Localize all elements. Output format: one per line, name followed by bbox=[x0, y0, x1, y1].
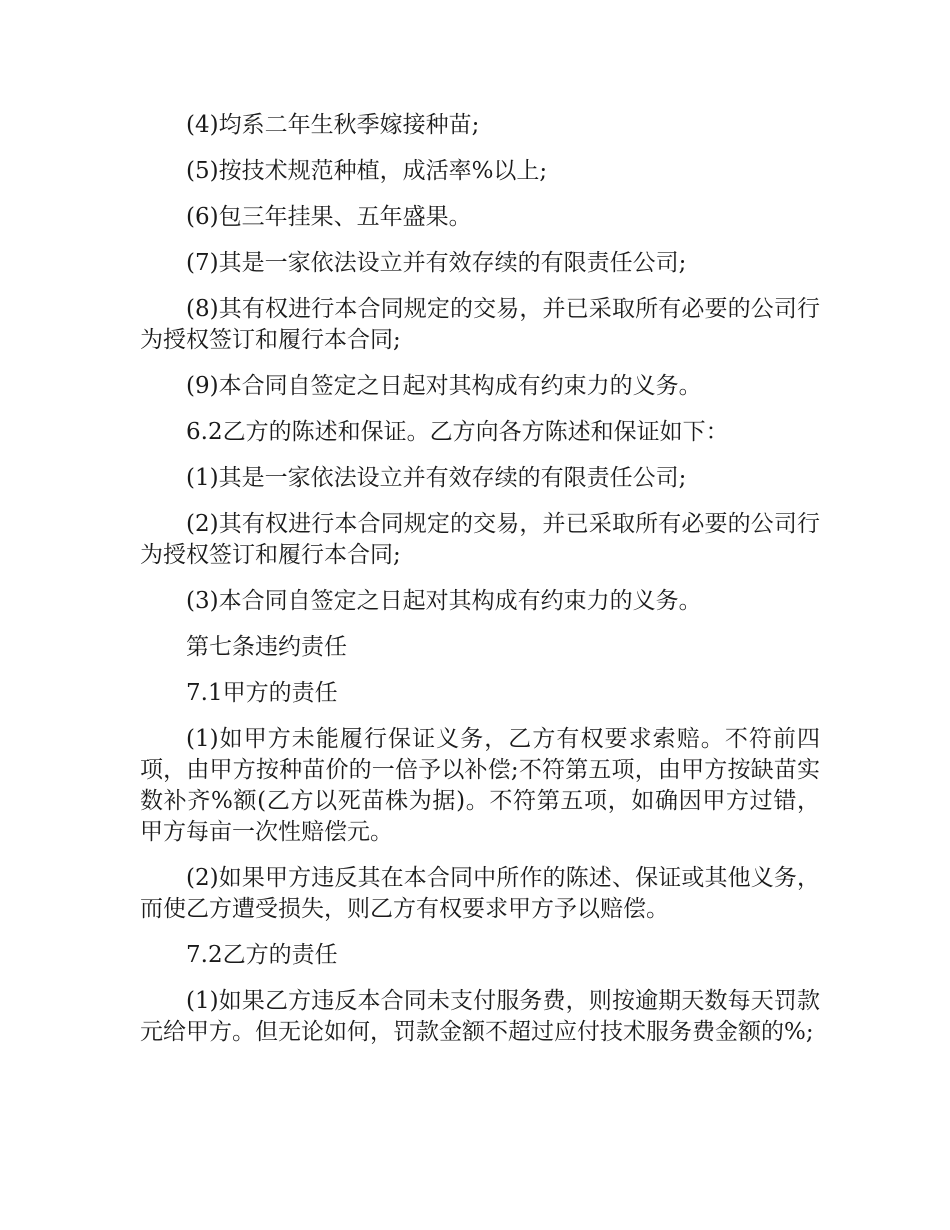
paragraph-item-9: (9)本合同自签定之日起对其构成有约束力的义务。 bbox=[186, 373, 702, 399]
paragraph-7-1-item-1: (1)如甲方未能履行保证义务，乙方有权要求索赔。不符前四项，由甲方按种苗价的一倍予以补偿;不符第五项，由甲方按缺苗实数补齐%额(乙方以死苗株为据)。不符第五项，如确因甲方过错，甲方每亩一次性赔偿元。 bbox=[140, 726, 820, 845]
section-heading-7-1: 7.1甲方的责任 bbox=[186, 680, 338, 706]
paragraph-item-1: (1)其是一家依法设立并有效存续的有限责任公司; bbox=[186, 465, 687, 491]
paragraph-item-3: (3)本合同自签定之日起对其构成有约束力的义务。 bbox=[186, 588, 702, 614]
paragraph-item-7: (7)其是一家依法设立并有效存续的有限责任公司; bbox=[186, 250, 687, 276]
paragraph-item-5: (5)按技术规范种植，成活率%以上; bbox=[186, 158, 548, 184]
paragraph-item-6: (6)包三年挂果、五年盛果。 bbox=[186, 204, 472, 230]
paragraph-item-8: (8)其有权进行本合同规定的交易，并已采取所有必要的公司行为授权签订和履行本合同; bbox=[140, 296, 820, 353]
section-heading-6-2: 6.2乙方的陈述和保证。乙方向各方陈述和保证如下： bbox=[186, 419, 729, 445]
paragraph-7-2-item-1: (1)如果乙方违反本合同未支付服务费，则按逾期天数每天罚款元给甲方。但无论如何，罚款金额不超过应付技术服务费金额的%; bbox=[140, 988, 820, 1045]
document-body bbox=[140, 110, 820, 1063]
section-heading-7-2: 7.2乙方的责任 bbox=[186, 942, 338, 968]
paragraph-item-4: (4)均系二年生秋季嫁接种苗; bbox=[186, 112, 480, 138]
article-heading-7: 第七条违约责任 bbox=[186, 634, 347, 660]
paragraph-7-1-item-2: (2)如果甲方违反其在本合同中所作的陈述、保证或其他义务，而使乙方遭受损失，则乙方有权要求甲方予以赔偿。 bbox=[140, 865, 820, 922]
paragraph-item-2: (2)其有权进行本合同规定的交易，并已采取所有必要的公司行为授权签订和履行本合同; bbox=[140, 511, 820, 568]
